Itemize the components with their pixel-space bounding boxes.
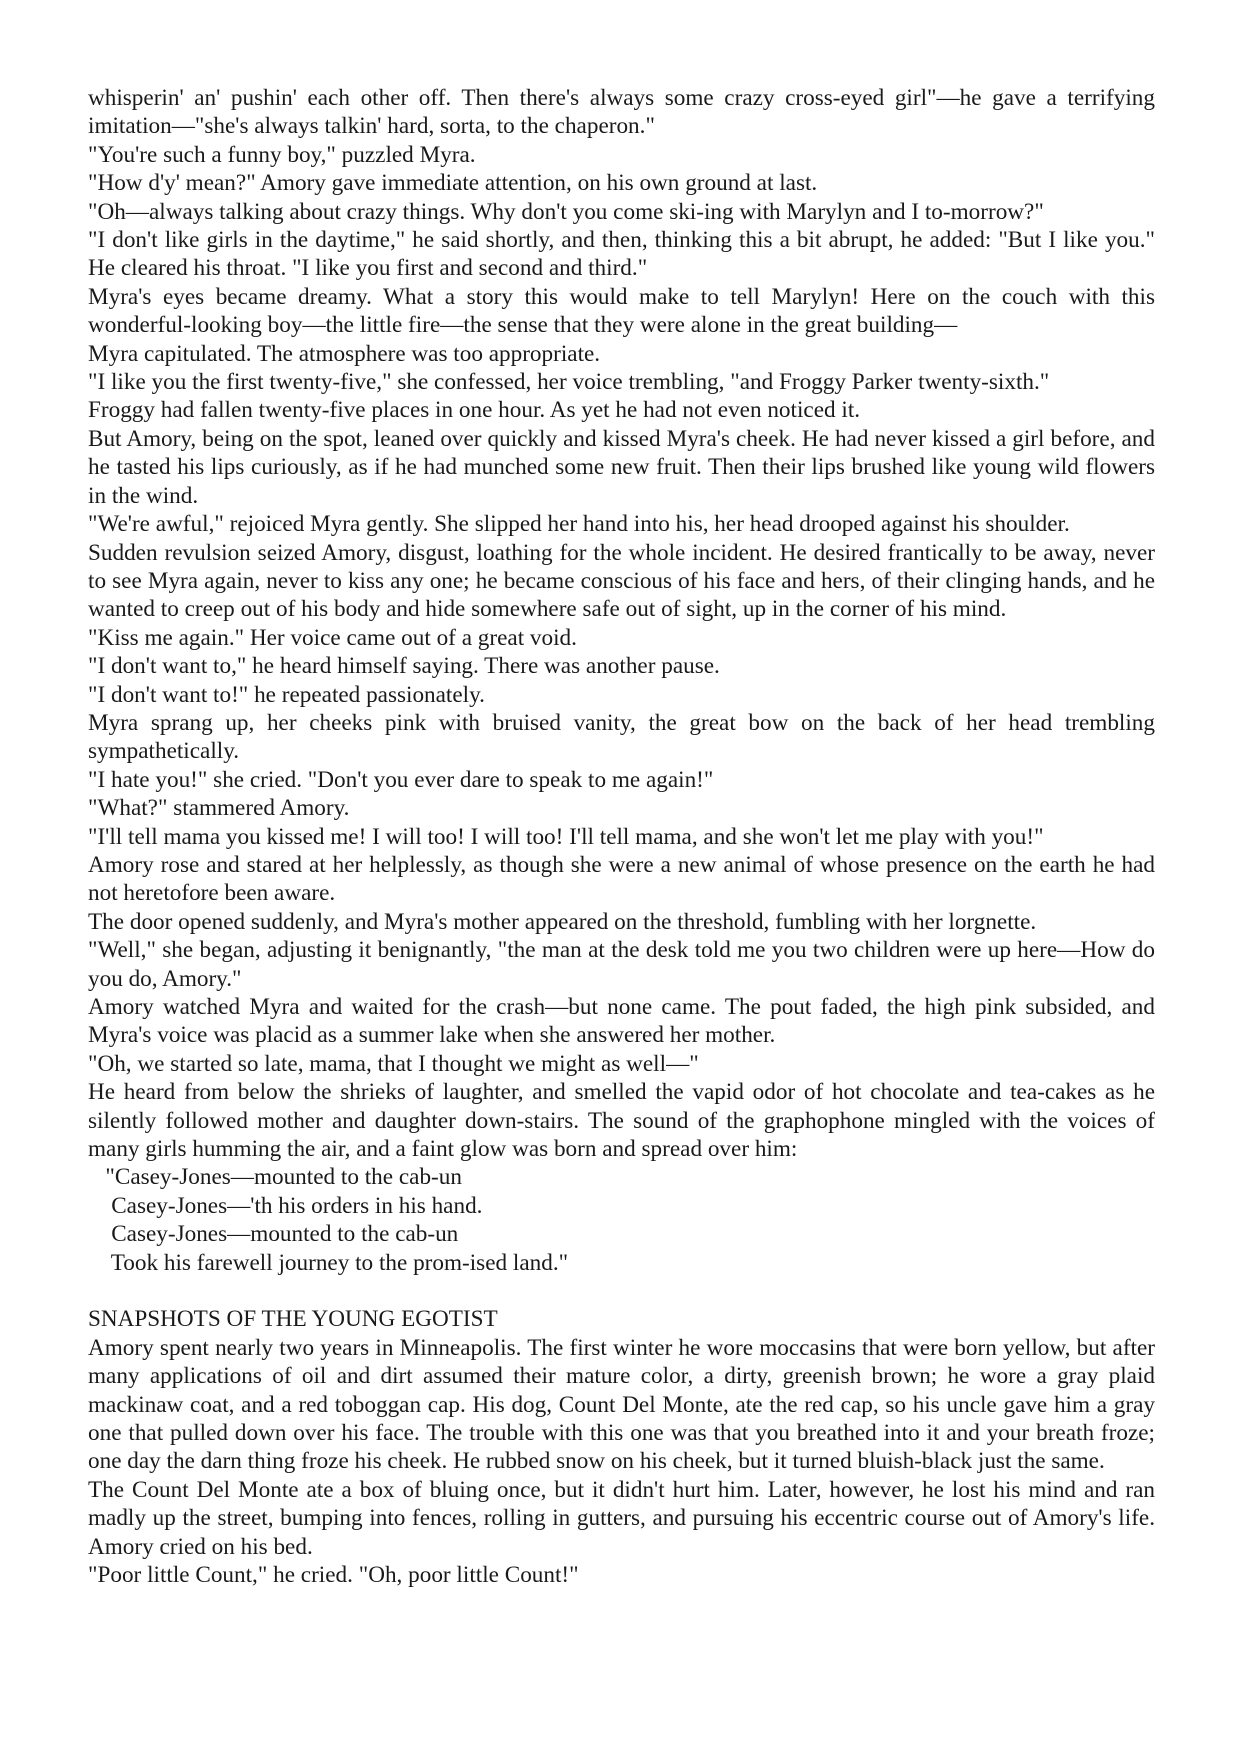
paragraph: Amory watched Myra and waited for the crash—but none came. The pout faded, the high pink subsided, and Myra's voice was placid as a summer lake when she answered her mother. (88, 994, 1155, 1049)
paragraph: The door opened suddenly, and Myra's mother appeared on the threshold, fumbling with her lorgnette. (88, 908, 1037, 935)
book-page (88, 84, 1155, 1590)
paragraph: Sudden revulsion seized Amory, disgust, loathing for the whole incident. He desired frantically to be away, never to see Myra again, never to kiss any one; he became conscious of his face and hers, of their clinging hands, and he wanted to creep out of his body and hide somewhere safe out of sight, up in the corner of his mind. (88, 539, 1155, 623)
verse-line: Took his farewell journey to the prom-ised land." (88, 1249, 569, 1276)
paragraph: "What?" stammered Amory. (88, 795, 350, 822)
verse-line: Casey-Jones—'th his orders in his hand. (88, 1192, 483, 1219)
paragraph: But Amory, being on the spot, leaned over quickly and kissed Myra's cheek. He had never kissed a girl before, and he tasted his lips curiously, as if he had munched some new fruit. Then their lips brushed like young wild flowers in the wind. (88, 425, 1155, 509)
paragraph: Froggy had fallen twenty-five places in one hour. As yet he had not even noticed it. (88, 397, 861, 424)
paragraph: "I don't like girls in the daytime," he said shortly, and then, thinking this a bit abrupt, he added: "But I like you." He cleared his throat. "I like you first and second and third." (88, 227, 1155, 282)
song-verse (88, 1163, 1155, 1277)
paragraph: Myra sprang up, her cheeks pink with bruised vanity, the great bow on the back of her head trembling sympathetically. (88, 709, 1155, 765)
paragraph: Myra's eyes became dreamy. What a story this would make to tell Marylyn! Here on the couch with this wonderful-looking boy—the little fire—the sense that they were alone in the great building— (88, 283, 1155, 339)
paragraph: He heard from below the shrieks of laughter, and smelled the vapid odor of hot chocolate and tea-cakes as he silently followed mother and daughter down-stairs. The sound of the graphophone mingled with the voices of many girls humming the air, and a faint glow was born and spread over him: (88, 1079, 1155, 1163)
verse-line: "Casey-Jones—mounted to the cab-un (88, 1164, 462, 1191)
paragraph: "How d'y' mean?" Amory gave immediate attention, on his own ground at last. (88, 170, 818, 197)
paragraph: "I like you the first twenty-five," she confessed, her voice trembling, "and Froggy Parker twenty-sixth." (88, 369, 1050, 396)
paragraph: Amory spent nearly two years in Minneapolis. The first winter he wore moccasins that were born yellow, but after many applications of oil and dirt assumed their mature color, a dirty, greenish brown; he wore a gray plaid mackinaw coat, and a red toboggan cap. His dog, Count Del Monte, ate the red cap, so his uncle gave him a gray one that pulled down over his face. The trouble with this one was that you breathed into it and your breath froze; one day the darn thing froze his cheek. He rubbed snow on his cheek, but it turned bluish-black just the same. (88, 1334, 1155, 1475)
paragraph: "I hate you!" she cried. "Don't you ever dare to speak to me again!" (88, 766, 714, 793)
section-heading: SNAPSHOTS OF THE YOUNG EGOTIST (88, 1306, 498, 1333)
paragraph: Myra capitulated. The atmosphere was too appropriate. (88, 340, 601, 367)
paragraph: Amory rose and stared at her helplessly, as though she were a new animal of whose presence on the earth he had not heretofore been aware. (88, 851, 1155, 907)
paragraph: "You're such a funny boy," puzzled Myra. (88, 141, 476, 168)
paragraph: "Oh, we started so late, mama, that I thought we might as well—" (88, 1050, 699, 1077)
verse-line: Casey-Jones—mounted to the cab-un (88, 1221, 459, 1248)
paragraph: "Well," she began, adjusting it benignantly, "the man at the desk told me you two children were up here—How do you do, Amory." (88, 937, 1155, 992)
paragraph: "I'll tell mama you kissed me! I will too! I will too! I'll tell mama, and she won't let me play with you!" (88, 823, 1044, 850)
paragraph: "Poor little Count," he cried. "Oh, poor little Count!" (88, 1562, 579, 1589)
paragraph: The Count Del Monte ate a box of bluing once, but it didn't hurt him. Later, however, he lost his mind and ran madly up the street, bumping into fences, rolling in gutters, and pursuing his eccentric course out of Amory's life. Amory cried on his bed. (88, 1476, 1155, 1560)
paragraph: "Kiss me again." Her voice came out of a great void. (88, 624, 577, 651)
paragraph: "I don't want to!" he repeated passionately. (88, 681, 485, 708)
paragraph: "I don't want to," he heard himself saying. There was another pause. (88, 653, 720, 680)
paragraph: whisperin' an' pushin' each other off. Then there's always some crazy cross-eyed girl"—he gave a terrifying imitation—"she's always talkin' hard, sorta, to the chaperon." (88, 85, 1155, 140)
paragraph: "We're awful," rejoiced Myra gently. She slipped her hand into his, her head drooped against his shoulder. (88, 511, 1070, 538)
paragraph: "Oh—always talking about crazy things. Why don't you come ski-ing with Marylyn and I to-morrow?" (88, 198, 1044, 225)
